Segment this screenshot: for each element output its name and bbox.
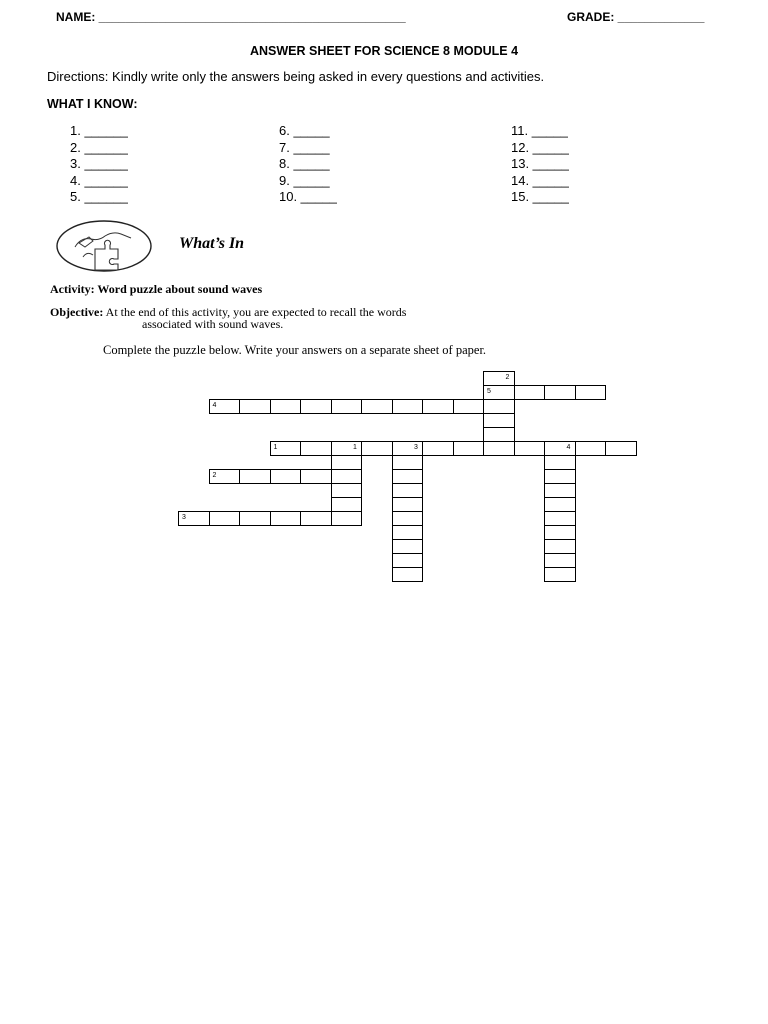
crossword-cell[interactable]: [544, 525, 576, 540]
answer-blank: 11. _____: [511, 123, 568, 138]
answer-blank: 1. ______: [70, 123, 128, 138]
crossword-cell[interactable]: [392, 539, 424, 554]
answer-blank: 9. _____: [279, 172, 330, 188]
crossword-cell[interactable]: [544, 567, 576, 582]
answer-blank: 3. ______: [70, 156, 128, 171]
crossword-cell[interactable]: [575, 441, 607, 456]
across-clue-number-4: 4: [212, 402, 217, 409]
crossword-cell[interactable]: [361, 399, 393, 414]
crossword-cell[interactable]: [392, 399, 424, 414]
crossword-cell[interactable]: [239, 399, 271, 414]
puzzle-instruction: Complete the puzzle below. Write your answers on a separate sheet of paper.: [103, 343, 487, 357]
crossword-cell[interactable]: [239, 469, 271, 484]
crossword-cell[interactable]: [544, 455, 576, 470]
crossword-cell[interactable]: [331, 511, 363, 526]
crossword-cell[interactable]: [270, 511, 302, 526]
down-clue-number-1: 1: [353, 444, 357, 451]
crossword-cell[interactable]: [544, 539, 576, 554]
what-i-know-heading: WHAT I KNOW:: [47, 97, 138, 111]
crossword-cell[interactable]: [544, 385, 576, 400]
crossword-cell[interactable]: [605, 441, 637, 456]
whats-in-heading: What’s In: [179, 235, 245, 252]
objective-label: Objective:: [50, 305, 104, 319]
activity-title: Activity: Word puzzle about sound waves: [50, 282, 263, 296]
crossword-cell[interactable]: [300, 511, 332, 526]
objective-line-1: At the end of this activity, you are expected to recall the words: [105, 305, 407, 319]
crossword-cell[interactable]: [209, 511, 241, 526]
crossword-cell[interactable]: [392, 441, 424, 456]
grade-field-label: GRADE: _____________: [567, 10, 705, 24]
down-clue-number-2: 2: [505, 374, 510, 381]
across-clue-number-1: 1: [273, 444, 278, 451]
down-clue-number-4: 4: [566, 444, 571, 451]
crossword-cell[interactable]: [422, 399, 454, 414]
crossword-cell[interactable]: [331, 469, 363, 484]
answer-blank: 4. ______: [70, 172, 128, 188]
answer-blank: 14. _____: [511, 172, 569, 188]
answer-blank: 7. _____: [279, 139, 330, 155]
down-clue-number-3: 3: [414, 444, 418, 451]
directions-text: Directions: Kindly write only the answers being asked in every questions and activities.: [47, 69, 545, 84]
crossword-cell[interactable]: [544, 441, 576, 456]
crossword-cell[interactable]: [483, 413, 515, 428]
crossword-cell[interactable]: [392, 483, 424, 498]
across-clue-number-5: 5: [487, 388, 491, 395]
name-field-label: NAME: ______________________________________________: [56, 10, 406, 24]
crossword-cell[interactable]: [544, 511, 576, 526]
crossword-cell[interactable]: [483, 427, 515, 442]
crossword-cell[interactable]: [453, 399, 485, 414]
crossword-cell[interactable]: [239, 511, 271, 526]
crossword-cell[interactable]: [300, 399, 332, 414]
crossword-cell[interactable]: [422, 441, 454, 456]
crossword-cell[interactable]: [300, 469, 332, 484]
crossword-cell[interactable]: [392, 553, 424, 568]
answer-blank: 8. _____: [279, 156, 330, 171]
crossword-cell[interactable]: [544, 497, 576, 512]
answer-blank: 6. _____: [279, 123, 330, 138]
crossword-cell[interactable]: [514, 441, 546, 456]
crossword-cell[interactable]: [483, 441, 515, 456]
crossword-cell[interactable]: [544, 483, 576, 498]
answer-blank: 5. ______: [70, 189, 128, 204]
answer-blank: 13. _____: [511, 156, 569, 171]
crossword-cell[interactable]: [392, 497, 424, 512]
crossword-cell[interactable]: [300, 441, 332, 456]
crossword-cell[interactable]: [392, 525, 424, 540]
crossword-cell[interactable]: [483, 371, 515, 386]
answer-blank: 12. _____: [511, 139, 569, 155]
objective-line-2: associated with sound waves.: [142, 317, 284, 331]
page-title: ANSWER SHEET FOR SCIENCE 8 MODULE 4: [249, 44, 519, 58]
answer-blank: 2. ______: [70, 139, 128, 155]
crossword-cell[interactable]: [331, 441, 363, 456]
across-clue-number-2: 2: [212, 472, 217, 479]
crossword-cell[interactable]: [544, 469, 576, 484]
crossword-cell[interactable]: [392, 469, 424, 484]
crossword-cell[interactable]: [331, 497, 363, 512]
crossword-cell[interactable]: [331, 483, 363, 498]
crossword-cell[interactable]: [453, 441, 485, 456]
crossword-cell[interactable]: [544, 553, 576, 568]
crossword-cell[interactable]: [270, 399, 302, 414]
crossword-cell[interactable]: [270, 469, 302, 484]
answer-blank: 15. _____: [511, 189, 569, 204]
crossword-cell[interactable]: [514, 385, 546, 400]
crossword-cell[interactable]: [331, 455, 363, 470]
crossword-cell[interactable]: [575, 385, 607, 400]
crossword-cell[interactable]: [392, 511, 424, 526]
answer-blank: 10. _____: [279, 189, 337, 204]
crossword-cell[interactable]: [392, 455, 424, 470]
crossword-cell[interactable]: [331, 399, 363, 414]
across-clue-number-3: 3: [182, 514, 186, 521]
crossword-cell[interactable]: [361, 441, 393, 456]
crossword-cell[interactable]: [392, 567, 424, 582]
crossword-cell[interactable]: [483, 399, 515, 414]
